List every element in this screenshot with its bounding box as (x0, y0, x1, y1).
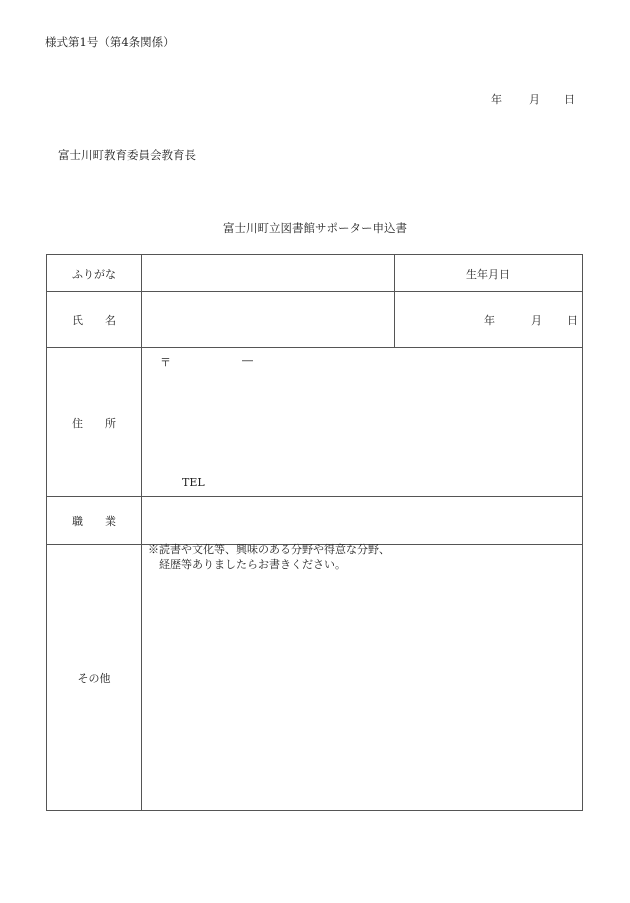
address-label: 住 所 (72, 417, 116, 430)
addressee: 富士川町教育委員会教育長 (58, 148, 196, 162)
date-year-unit: 年 (491, 93, 502, 106)
other-field[interactable] (141, 544, 582, 810)
occupation-label: 職 業 (72, 515, 116, 528)
occupation-field[interactable] (141, 496, 582, 544)
document-title: 富士川町立図書館サポーター申込書 (223, 221, 407, 235)
postal-dash: ― (242, 354, 253, 367)
birthdate-label: 生年月日 (466, 268, 510, 281)
birth-year-unit: 年 (484, 314, 495, 327)
address-field[interactable] (141, 347, 582, 496)
furigana-field[interactable] (141, 255, 394, 291)
postal-mark: 〒 (160, 356, 171, 369)
other-label: その他 (77, 672, 111, 685)
other-note: ※読書や文化等、興味のある分野や得意な分野、 経歴等ありましたらお書きください。 (148, 543, 390, 571)
date-day-unit: 日 (564, 93, 575, 106)
form-number: 様式第1号（第4条関係） (45, 35, 175, 49)
birth-day-unit: 日 (567, 314, 578, 327)
birth-month-unit: 月 (531, 314, 542, 327)
application-form-table (46, 254, 583, 811)
furigana-label: ふりがな (72, 268, 116, 281)
date-month-unit: 月 (529, 93, 540, 106)
tel-label: TEL (182, 476, 205, 489)
name-field[interactable] (141, 291, 394, 347)
name-label: 氏 名 (72, 314, 116, 327)
